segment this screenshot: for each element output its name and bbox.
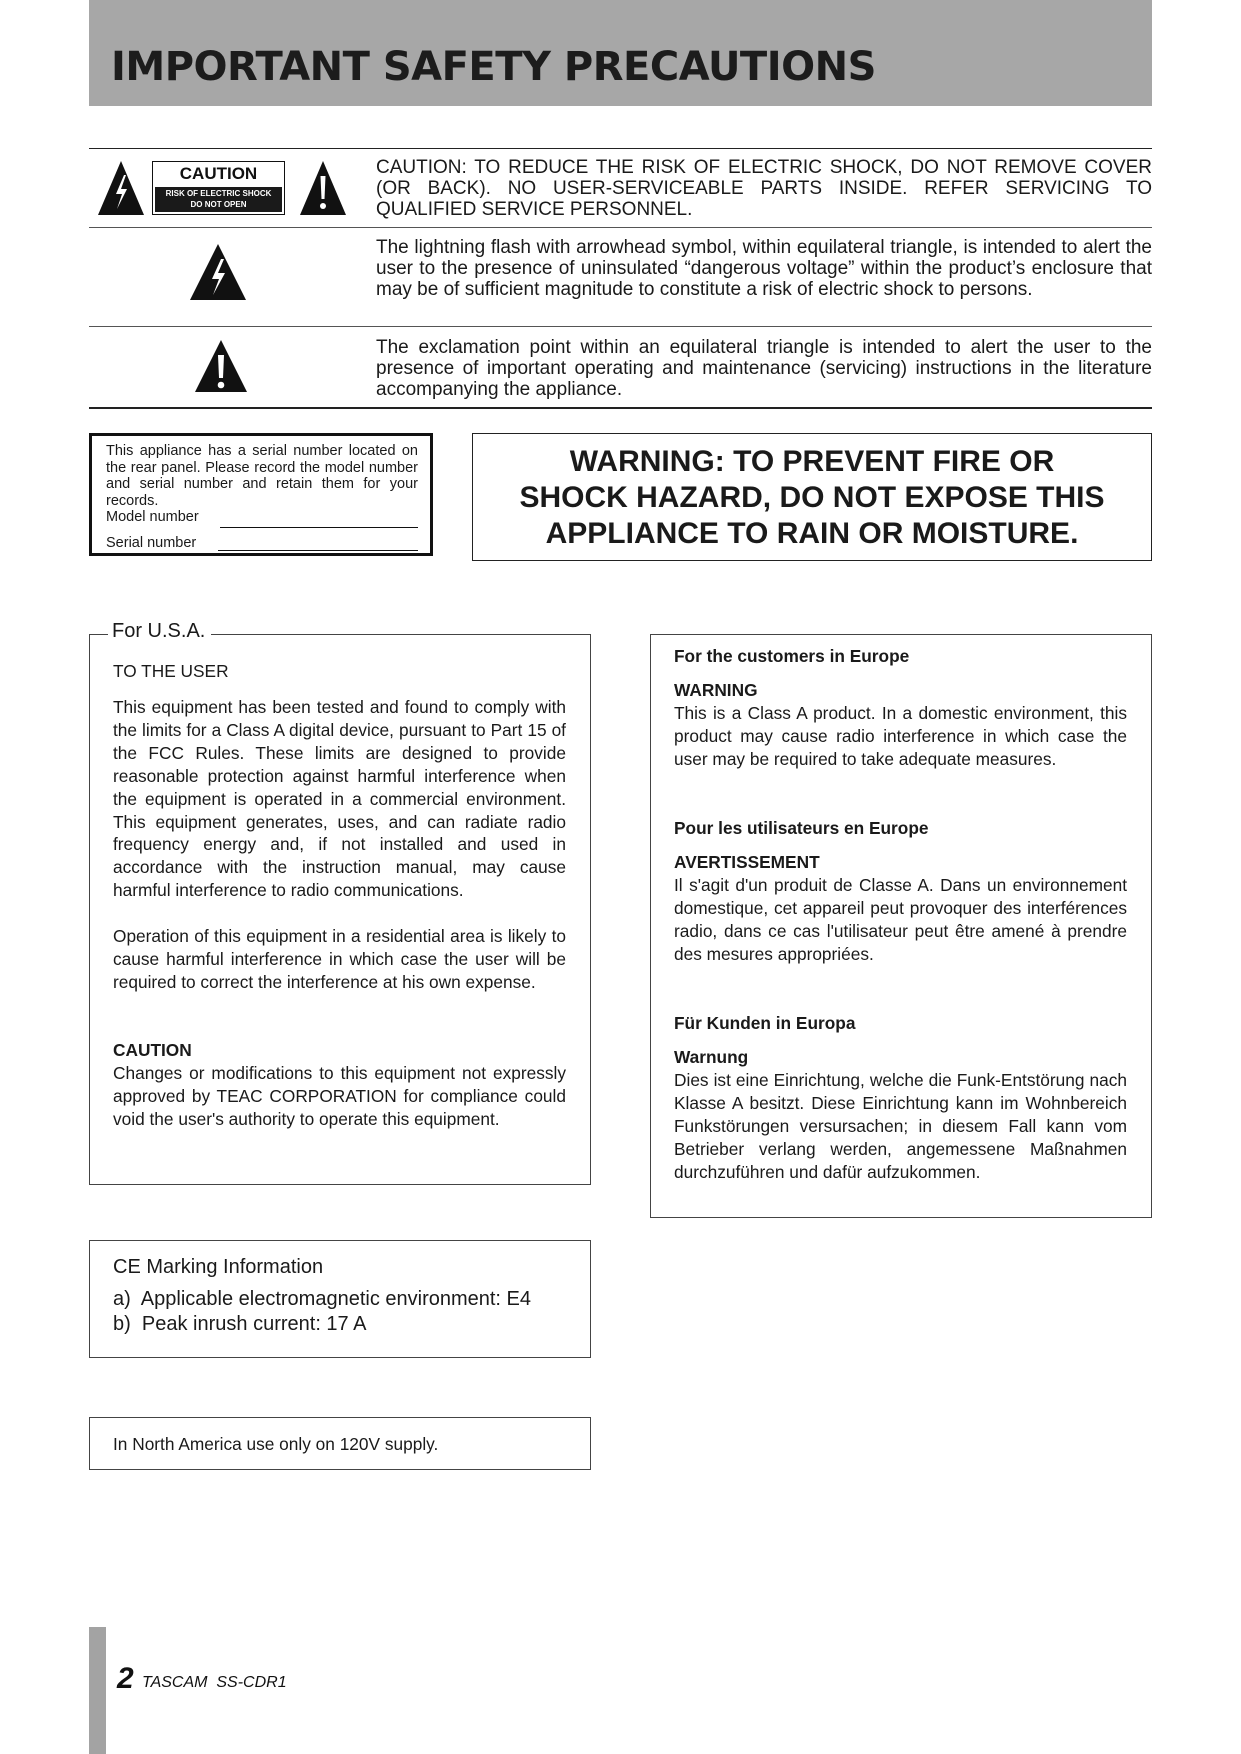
warning-text xyxy=(473,444,1151,552)
warning-box xyxy=(472,433,1152,561)
warning-line-3: APPLIANCE TO RAIN OR MOISTURE. xyxy=(545,517,1079,550)
serial-number-field[interactable] xyxy=(218,550,418,551)
serial-number-label: Serial number xyxy=(106,535,197,551)
usa-box-legend: For U.S.A. xyxy=(108,620,211,643)
residential-paragraph: Operation of this equipment in a residential area is likely to cause harmful interference in which case the user will be required to correct the interference at his own expense. xyxy=(113,926,566,992)
europe-fr-warning: AVERTISSEMENT xyxy=(674,852,820,872)
europe-en-warning: WARNING xyxy=(674,680,758,700)
europe-de-warning: Warnung xyxy=(674,1047,749,1067)
ce-item-b: b) Peak inrush current: 17 A xyxy=(113,1313,367,1335)
table-bottom-rule xyxy=(89,407,1152,409)
exclamation-triangle-icon xyxy=(298,159,348,217)
serial-number-box xyxy=(89,433,433,556)
caution-label-line-1: RISK OF ELECTRIC SHOCK xyxy=(165,189,272,198)
lightning-statement: The lightning flash with arrowhead symbol, within equilateral triangle, is intended to alert the user to the presence of uninsulated “dangerous voltage” within the product’s enclosure that may be of sufficient magnitude to constitute a risk of electric shock to persons. xyxy=(376,237,1152,300)
lightning-triangle-icon xyxy=(188,242,248,302)
fcc-paragraph: This equipment has been tested and found to comply with the limits for a Class A digital device, pursuant to Part 15 of the FCC Rules. These limits are designed to provide reasonable protection against harmful interference when the equipment is operated in a commercial environment. This equipment generates, uses, and can radiate radio frequency energy and, if not installed and used in accordance with the instruction manual, may cause harmful interference to radio communications. xyxy=(113,697,566,901)
page-title: IMPORTANT SAFETY PRECAUTIONS xyxy=(111,44,876,90)
warning-line-2: SHOCK HAZARD, DO NOT EXPOSE THIS xyxy=(519,481,1105,514)
caution-label-line-2: DO NOT OPEN xyxy=(190,200,247,209)
europe-de-text: Dies ist eine Einrichtung, welche die Funk-Entstörung nach Klasse A besitzt. Diese Einrichtung kann im Wohnbereich Funkstörungen versursachen; in diesem Fall kann vom Betrieber verlang werden, angemessene Maßnahmen durchzuführen und dafür aufzukommen. xyxy=(674,1070,1127,1182)
table-top-rule xyxy=(89,148,1152,149)
model-number-field[interactable] xyxy=(220,527,418,528)
caution-label-title: CAUTION xyxy=(179,164,258,183)
table-rule-2 xyxy=(89,326,1152,327)
title-bar xyxy=(89,0,1152,106)
europe-en-heading: For the customers in Europe xyxy=(674,646,910,666)
table-rule-1 xyxy=(89,227,1152,228)
europe-de-heading: Für Kunden in Europa xyxy=(674,1013,856,1033)
warning-line-1: WARNING: TO PREVENT FIRE OR xyxy=(569,445,1055,478)
europe-fr-heading: Pour les utilisateurs en Europe xyxy=(674,818,929,838)
north-america-text: In North America use only on 120V supply. xyxy=(113,1434,439,1454)
caution-statement: CAUTION: TO REDUCE THE RISK OF ELECTRIC SHOCK, DO NOT REMOVE COVER (OR BACK). NO USER-SERVICEABLE PARTS INSIDE. REFER SERVICING TO QUALIFIED SERVICE PERSONNEL. xyxy=(376,157,1152,220)
footer-brand: TASCAM SS-CDR1 xyxy=(142,1674,287,1691)
serial-box-text: This appliance has a serial number located on the rear panel. Please record the model number and serial number and retain them for your records. xyxy=(106,443,418,509)
ce-item-a: a) Applicable electromagnetic environment: E4 xyxy=(113,1288,532,1310)
ce-marking-title: CE Marking Information xyxy=(113,1256,324,1278)
exclamation-statement: The exclamation point within an equilateral triangle is intended to alert the user to the presence of important operating and maintenance (servicing) instructions in the literature accompanying the appliance. xyxy=(376,337,1152,400)
europe-en-text: This is a Class A product. In a domestic environment, this product may cause radio interference in which case the user may be required to take adequate measures. xyxy=(674,703,1127,769)
europe-fr-text: Il s'agit d'un produit de Classe A. Dans un environnement domestique, cet appareil peut provoquer des interférences radio, dans ce cas l'utilisateur peut être amené à prendre des mesures appropriées. xyxy=(674,875,1127,964)
footer-bar xyxy=(89,1627,106,1754)
page-number: 2 xyxy=(117,1662,134,1695)
lightning-triangle-icon xyxy=(96,159,146,217)
model-number-label: Model number xyxy=(106,509,199,525)
usa-caution-text: Changes or modifications to this equipment not expressly approved by TEAC CORPORATION for compliance could void the user's authority to operate this equipment. xyxy=(113,1063,566,1129)
caution-label xyxy=(152,161,285,215)
usa-caution-heading: CAUTION xyxy=(113,1040,192,1060)
caution-label-warning xyxy=(155,187,282,212)
to-the-user-heading: TO THE USER xyxy=(113,661,229,681)
exclamation-triangle-icon xyxy=(193,338,249,394)
